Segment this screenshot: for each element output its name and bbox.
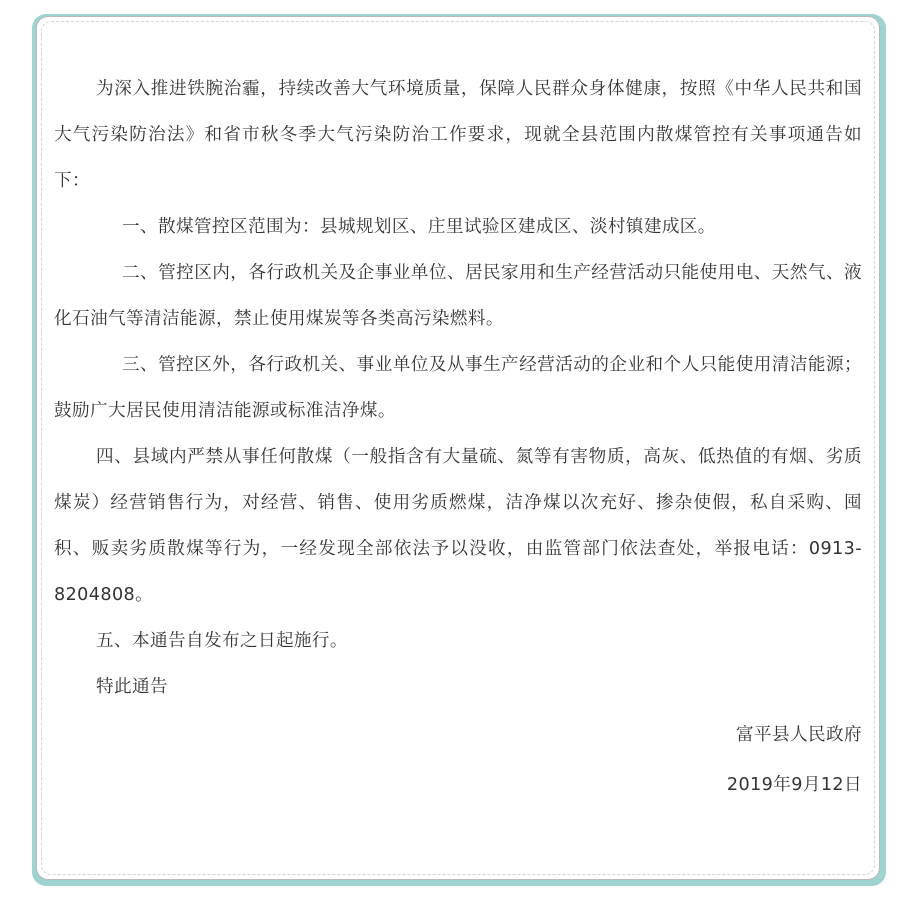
notice-item-4: 四、县域内严禁从事任何散煤（一般指含有大量硫、氮等有害物质，高灰、低热值的有烟、劣质煤炭）经营销售行为，对经营、销售、使用劣质燃煤，洁净煤以次充好、掺杂使假，私自采购、囤积、贩卖劣质散煤等行为，一经发现全部依法予以没收，由监管部门依法查处，举报电话：0913-8204808。	[54, 447, 862, 605]
notice-item-3: 三、管控区外，各行政机关、事业单位及从事生产经营活动的企业和个人只能使用清洁能源；鼓励广大居民使用清洁能源或标准洁净煤。	[54, 355, 862, 421]
notice-closing: 特此通告	[96, 677, 168, 697]
notice-item-1: 一、散煤管控区范围为：县城规划区、庄里试验区建成区、淡村镇建成区。	[122, 217, 716, 237]
notice-signature: 富平县人民政府	[736, 725, 862, 745]
notice-item-5: 五、本通告自发布之日起施行。	[96, 631, 348, 651]
notice-intro: 为深入推进铁腕治霾，持续改善大气环境质量，保障人民群众身体健康，按照《中华人民共和国大气污染防治法》和省市秋冬季大气污染防治工作要求，现就全县范围内散煤管控有关事项通告如下：	[54, 79, 862, 191]
notice-date: 2019年9月12日	[726, 775, 862, 795]
notice-item-2: 二、管控区内，各行政机关及企事业单位、居民家用和生产经营活动只能使用电、天然气、液化石油气等清洁能源，禁止使用煤炭等各类高污染燃料。	[54, 263, 862, 329]
notice-body	[54, 66, 862, 808]
